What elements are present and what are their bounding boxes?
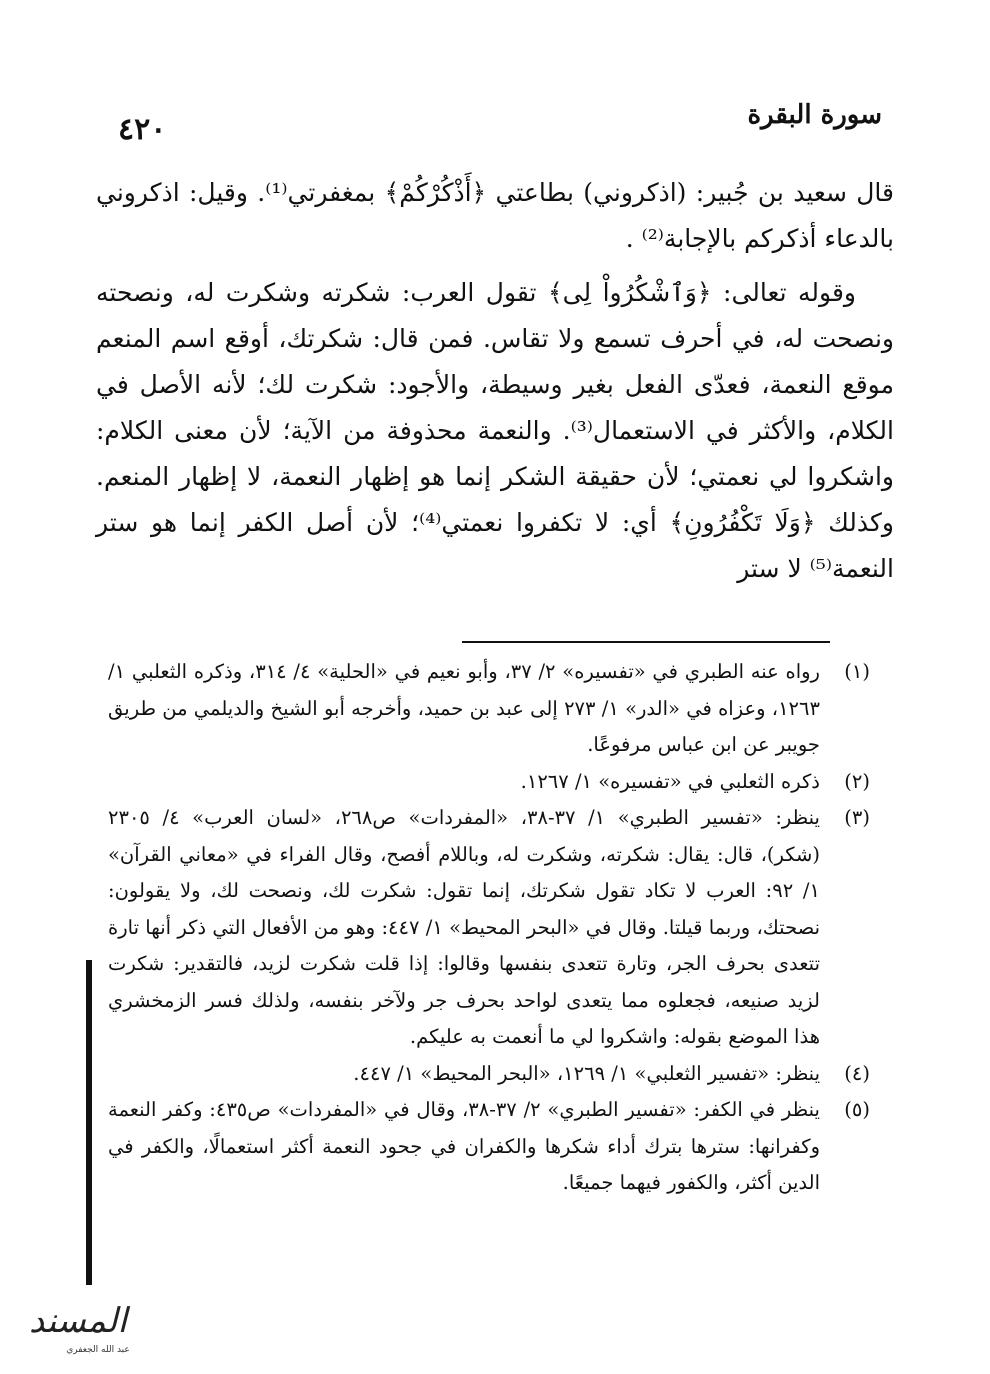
footnote (108, 654, 870, 764)
footnote (108, 764, 870, 801)
footnote-text: ذكره الثعلبي في «تفسيره» ١/ ١٢٦٧. (520, 769, 820, 793)
footnotes (108, 654, 870, 1202)
footnote-number: (٥) (844, 1098, 870, 1121)
footnote-number: (٣) (844, 806, 870, 829)
footnote-number: (٢) (844, 769, 870, 793)
footnote (108, 1092, 870, 1202)
footnote-text: ينظر: «تفسير الثعلبي» ١/ ١٢٦٩، «البحر المحيط» ١/ ٤٤٧. (353, 1061, 820, 1085)
library-stamp-logo (8, 1288, 148, 1358)
page-number: ٤٢٠ (118, 112, 167, 147)
running-header-title: سورة البقرة (747, 100, 882, 130)
footnote-text: ينظر في الكفر: «تفسير الطبري» ٢/ ٣٧-٣٨، وقال في «المفردات» ص٤٣٥: وكفر النعمة وكفرانها: سترها بترك أداء شكرها والكفران في جحود النعمة أكثر استعمالًا، والكفر في الدين أكثر، والكفور فيهما جميعًا. (108, 1098, 820, 1194)
footnote-text: ينظر: «تفسير الطبري» ١/ ٣٧-٣٨، «المفردات» ص٢٦٨، «لسان العرب» ٤/ ٢٣٠٥ (شكر)، قال: يقال: شكرته، وشكرت له، وباللام أفصح، وقال الفراء في «معاني القرآن» ١/ ٩٢: العرب لا تكاد تقول شكرتك، إنما تقول: شكرت لك، ونصحت لك، ولا يقولون: نصحتك، وربما قيلتا. وقال في «البحر المحيط» ١/ ٤٤٧: وهو من الأفعال التي ذكر أنها تارة تتعدى بحرف الجر، وتارة تتعدى بنفسها وقالوا: إذا قلت شكرت لزيد، فالتقدير: شكرت لزيد صنيعه، فجعلوه مما يتعدى لواحد بحرف جر ولآخر بنفسه، ولذلك فسر الزمخشري هذا الموضع بقوله: واشكروا لي ما أنعمت به عليكم. (108, 806, 820, 1048)
footnote-number: (٤) (844, 1061, 870, 1085)
footnote (108, 800, 870, 1056)
stamp-main-text: المسند (29, 1301, 127, 1341)
scan-edge-bar (86, 960, 92, 1285)
footnote-divider (462, 641, 830, 643)
paragraph: وقوله تعالى: ﴿وَٱشْكُرُواْ لِى﴾ تقول العرب: شكرته وشكرت له، ونصحته ونصحت له، في أحرف تسمع ولا تقاس. فمن قال: شكرتك، أوقع اسم المنعم موقع النعمة، فعدّى الفعل بغير وسيطة، والأجود: شكرت لك؛ لأنه الأصل في الكلام، والأكثر في الاستعمال⁽³⁾. والنعمة محذوفة من الآية؛ لأن معنى الكلام: واشكروا لي نعمتي؛ لأن حقيقة الشكر إنما هو إظهار النعمة، لا إظهار المنعم. وكذلك ﴿وَلَا تَكْفُرُونِ﴾ أي: لا تكفروا نعمتي⁽⁴⁾؛ لأن أصل الكفر إنما هو ستر النعمة⁽⁵⁾ لا ستر (96, 278, 894, 583)
footnote (108, 1056, 870, 1093)
footnote-text: رواه عنه الطبري في «تفسيره» ٢/ ٣٧، وأبو نعيم في «الحلية» ٤/ ٣١٤، وذكره الثعلبي ١/ ١٢٦٣، وعزاه في «الدر» ١/ ٢٧٣ إلى عبد بن حميد، وأخرجه أبو الشيخ والديلمي من طريق جويبر عن ابن عباس مرفوعًا. (108, 660, 820, 756)
main-text (96, 170, 894, 600)
footnote-number: (١) (844, 660, 870, 683)
paragraph: قال سعيد بن جُبير: (اذكروني) بطاعتي ﴿أَذْكُرْكُمْ﴾ بمغفرتي⁽¹⁾. وقيل: اذكروني بالدعاء أذكركم بالإجابة⁽²⁾ . (96, 178, 894, 253)
stamp-sub-text: عبد الله الجعفري (66, 1345, 130, 1355)
